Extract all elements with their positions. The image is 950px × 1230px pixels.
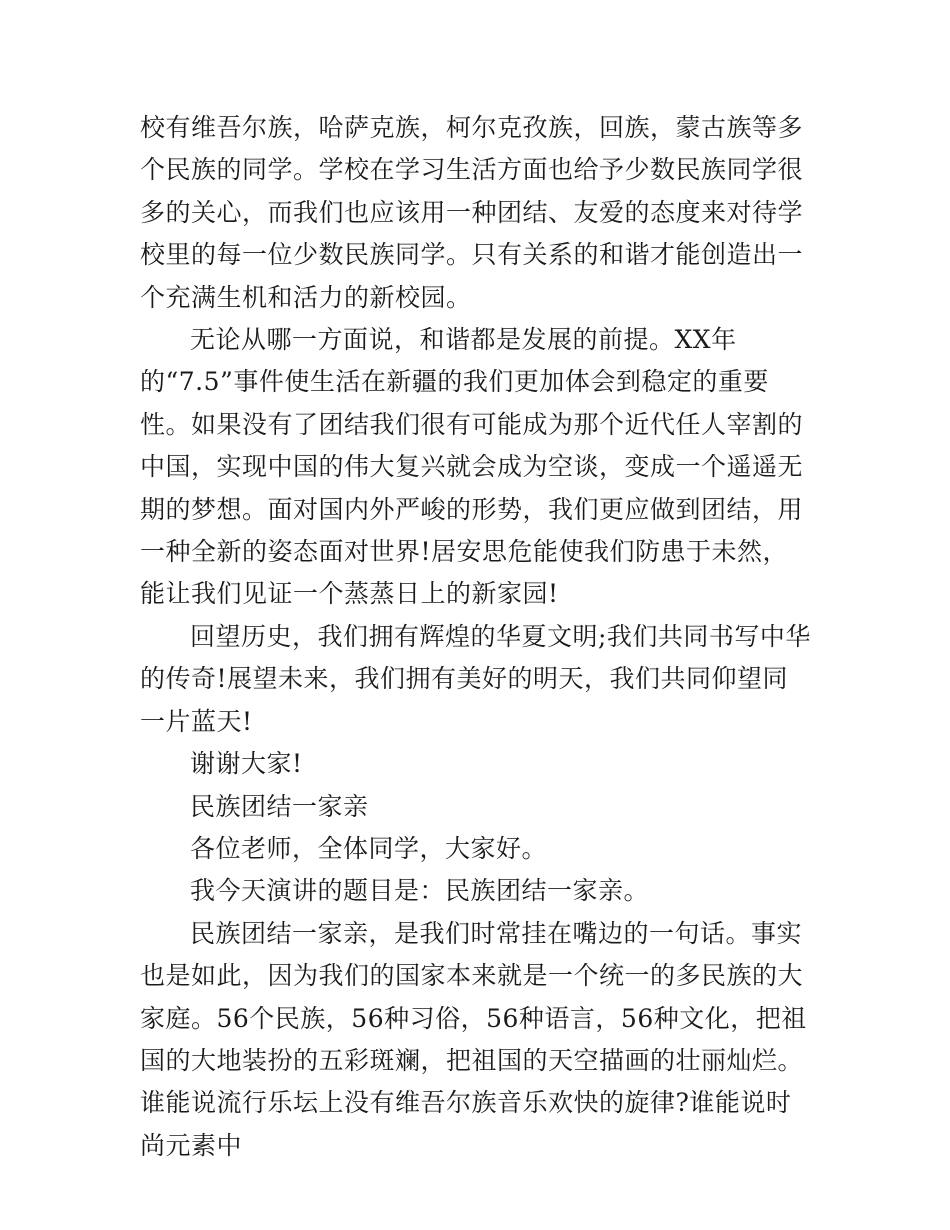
section-title: 民族团结一家亲 (190, 791, 369, 821)
document-body (140, 107, 812, 1167)
paragraph-greeting: 各位老师，全体同学，大家好。 (190, 833, 548, 863)
paragraph-2: 无论从哪一方面说，和谐都是发展的前提。XX年 的“7.5”事件使生活在新疆的我们更加体会到稳定的重要性。如果没有了团结我们很有可能成为那个近代任人宰割的中国，实现中国的伟大复兴就会成为空谈，变成一个遥遥无期的梦想。面对国内外严峻的形势，我们更应做到团结，用一种全新的姿态面对世界!居安思危能使我们防患于未然，能让我们见证一个蒸蒸日上的新家园! (140, 325, 804, 609)
paragraph-4: 谢谢大家! (190, 749, 303, 779)
paragraph-body: 民族团结一家亲，是我们时常挂在嘴边的一句话。事实也是如此，因为我们的国家本来就是一个统一的多民族的大家庭。56个民族，56种习俗，56种语言，56种文化，把祖国的大地装扮的五彩斑斓，把祖国的天空描画的壮丽灿烂。谁能说流行乐坛上没有维吾尔族音乐欢快的旋律?谁能说时尚元素中 (140, 918, 807, 1160)
paragraph-3: 回望历史，我们拥有辉煌的华夏文明;我们共同书写中华的传奇!展望未来，我们拥有美好的明天，我们共同仰望同一片蓝天! (140, 621, 811, 736)
paragraph-topic: 我今天演讲的题目是：民族团结一家亲。 (190, 876, 650, 906)
paragraph-1: 校有维吾尔族，哈萨克族，柯尔克孜族，回族，蒙古族等多个民族的同学。学校在学习生活方面也给予少数民族同学很多的关心，而我们也应该用一种团结、友爱的态度来对待学校里的每一位少数民族同学。只有关系的和谐才能创造出一个充满生机和活力的新校园。 (140, 113, 804, 312)
